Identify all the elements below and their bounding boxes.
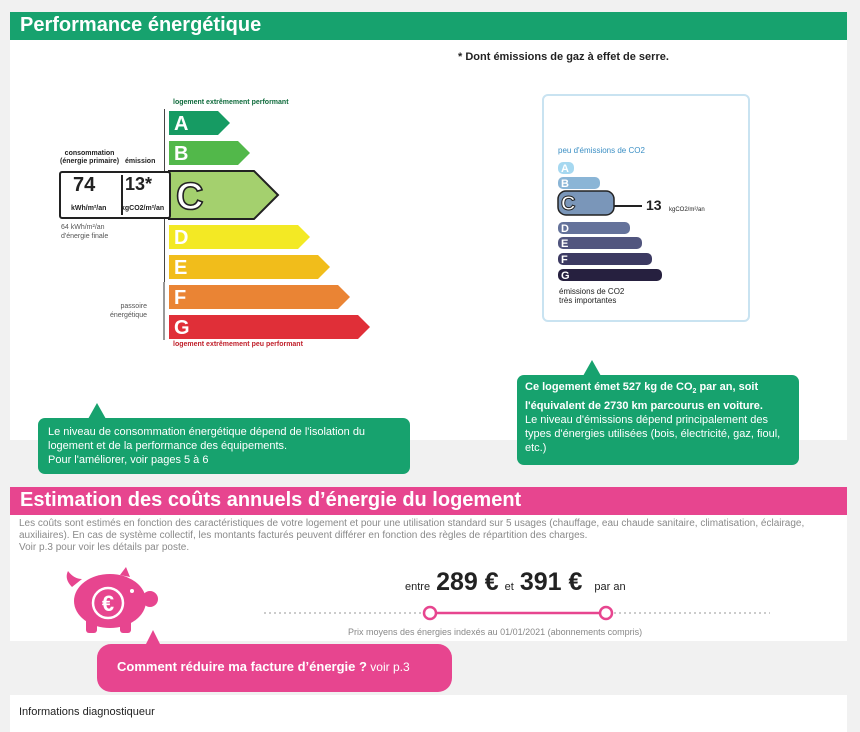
cost-range (405, 568, 626, 597)
reduce-bill-callout[interactable] (97, 644, 452, 692)
co2-letter-g: G (561, 270, 570, 282)
right-callout-bold-2: par an, soit l'équivalent de 2730 km parcourus en voiture. (525, 381, 763, 413)
co2-value: 13 (646, 197, 662, 213)
footer-panel (10, 695, 847, 732)
costs-intro: Les coûts sont estimés en fonction des caractéristiques de votre logement et pour une utilisation standard sur 5 usages (chauffage, eau chaude sanitaire, climatisation, éclairage, auxiliaires). En cas de système collectif, les montants facturés peuvent différer en fonction des règles de répartition des charges. Voir p.3 pour voir les détails par poste. (19, 518, 805, 553)
reduce-bill-link[interactable]: voir p.3 (366, 660, 410, 674)
right-callout-tail (583, 360, 601, 376)
consumption-value: 74 (73, 174, 96, 196)
co2-letter-b: B (561, 178, 569, 190)
consumption-label: consommation (énergie primaire) (60, 150, 120, 165)
diagnostician-info-label: Informations diagnostiqueur (19, 706, 155, 718)
costs-header (10, 487, 847, 515)
consumption-box (59, 171, 171, 219)
reduce-bill-text (117, 659, 410, 674)
co2-pointer (614, 205, 642, 207)
and-label: et (504, 581, 514, 593)
energy-letter-b: B (174, 143, 189, 165)
energy-bar-a (168, 110, 244, 141)
costs-title: Estimation des coûts annuels d’énergie du logement (20, 489, 522, 511)
between-label: entre (405, 581, 431, 593)
energy-letter-a: A (174, 113, 189, 135)
co2-bar-c (557, 190, 617, 221)
energy-letter-c: C (176, 176, 204, 218)
right-callout-bold (525, 380, 791, 413)
consumption-unit: kWh/m²/an (71, 205, 107, 212)
emission-label: émission (125, 158, 156, 165)
energy-bar-f (168, 284, 364, 315)
co2-letter-c: C (561, 193, 576, 215)
right-callout-sub: 2 (692, 388, 697, 396)
right-callout (517, 375, 799, 465)
passoire-bracket (163, 282, 165, 340)
co2-letter-d: D (561, 223, 569, 235)
top-label: logement extrêmement performant (173, 99, 289, 106)
energy-letter-e: E (174, 257, 188, 279)
piggy-bank-icon (60, 565, 160, 640)
co2-bar-g (557, 268, 665, 287)
performance-title: Performance énergétique (20, 14, 262, 36)
cost-max: 391 € (519, 568, 583, 596)
energy-bar-b (168, 140, 264, 171)
energy-letter-f: F (174, 287, 187, 309)
right-callout-bold-1: Ce logement émet 527 kg de CO (525, 381, 693, 393)
energy-bar-c (168, 170, 292, 225)
left-callout (38, 418, 410, 474)
co2-letter-f: F (561, 254, 568, 266)
emission-value: 13* (125, 174, 153, 194)
svg-text:€: € (101, 591, 115, 616)
performance-header (10, 12, 847, 40)
co2-top-label: peu d'émissions de CO2 (558, 146, 645, 155)
co2-unit: kgCO2/m²/an (669, 207, 705, 213)
co2-letter-a: A (561, 163, 569, 175)
energy-letter-g: G (174, 317, 190, 339)
cost-footnote: Prix moyens des énergies indexés au 01/01/2021 (abonnements compris) (348, 627, 643, 637)
passoire-label: passoire énergétique (110, 303, 147, 319)
emission-unit: kgCO2/m²/an (121, 205, 165, 212)
cost-min: 289 € (436, 568, 499, 596)
bottom-label: logement extrêmement peu performant (173, 341, 303, 348)
reduce-bill-question: Comment réduire ma facture d’énergie ? (117, 659, 367, 674)
ges-note: * Dont émissions de gaz à effet de serre. (458, 51, 669, 63)
right-callout-normal: Le niveau d'émissions dépend principalement des types d'énergies utilisées (bois, électricité, gaz, fioul, etc.) (525, 414, 781, 455)
co2-bottom-label: émissions de CO2 très importantes (559, 287, 625, 305)
energy-bar-d (168, 224, 324, 255)
co2-letter-e: E (561, 238, 569, 250)
energy-bar-e (168, 254, 344, 285)
per-year-label: par an (594, 581, 626, 593)
energy-letter-d: D (174, 227, 189, 249)
final-energy: 64 kWh/m²/an d'énergie finale (61, 224, 109, 240)
left-callout-text: Le niveau de consommation énergétique dépend de l'isolation du logement et de la performance des équipements. Pour l'améliorer, voir pages 5 à 6 (48, 426, 366, 466)
left-callout-tail (88, 403, 106, 419)
cost-range-slider (262, 604, 772, 629)
